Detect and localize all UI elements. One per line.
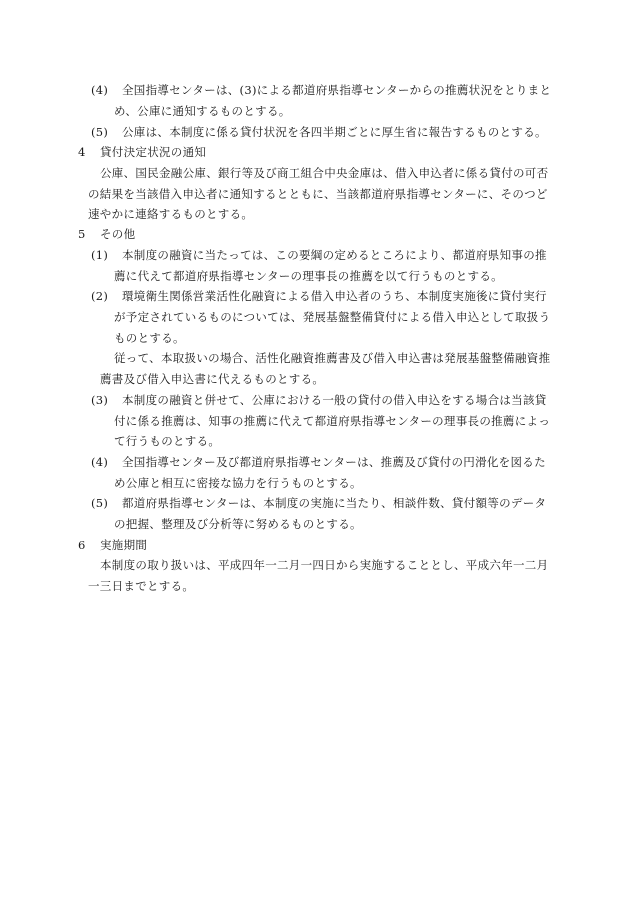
paragraph-line: 都道府県指導センターは、本制度の実施に当たり、相談件数、貸付額等のデータ: [122, 496, 547, 510]
item-number: (4): [91, 455, 109, 469]
paragraph-line: め公庫と相互に密接な協力を行うものとする。: [114, 476, 362, 490]
paragraph-line: の把握、整理及び分析等に努めるものとする。: [114, 517, 362, 531]
section-number: 4: [78, 145, 86, 159]
item-number: (5): [91, 125, 109, 139]
paragraph-line: ものとする。: [114, 331, 185, 345]
section-number: 6: [78, 538, 86, 552]
paragraph-line: の結果を当該借入申込者に通知するとともに、当該都道府県指導センターに、そのつど: [88, 187, 548, 201]
paragraph-line: 本制度の融資に当たっては、この要綱の定めるところにより、都道府県知事の推: [122, 248, 547, 262]
section-title: 実施期間: [100, 538, 148, 552]
paragraph-line: 速やかに連絡するものとする。: [88, 207, 254, 221]
paragraph-line: 一三日までとする。: [88, 579, 195, 593]
paragraph-line: が予定されているものについては、発展基盤整備貸付による借入申込として取扱う: [114, 310, 551, 324]
item-number: (5): [91, 496, 109, 510]
section-title: その他: [100, 227, 136, 241]
paragraph-line: 全国指導センター及び都道府県指導センターは、推薦及び貸付の円滑化を図るた: [122, 455, 546, 469]
paragraph-line: 公庫は、本制度に係る貸付状況を各四半期ごとに厚生省に報告するものとする。: [122, 125, 547, 139]
section-number: 5: [78, 227, 86, 241]
section-title: 貸付決定状況の通知: [100, 145, 207, 159]
item-number: (3): [91, 393, 109, 407]
paragraph-line: め、公庫に通知するものとする。: [114, 104, 291, 118]
paragraph-line: 全国指導センターは、(3)による都道府県指導センターからの推薦状況をとりまと: [122, 83, 552, 97]
item-number: (2): [91, 289, 109, 303]
paragraph-line: 薦に代えて都道府県指導センターの理事長の推薦を以て行うものとする。: [114, 269, 503, 283]
paragraph-line: 従って、本取扱いの場合、活性化融資推薦書及び借入申込書は発展基盤整備融資推: [114, 351, 551, 365]
paragraph-line: 公庫、国民金融公庫、銀行等及び商工組合中央金庫は、借入申込者に係る貸付の可否: [100, 166, 549, 180]
item-number: (4): [91, 83, 109, 97]
paragraph-line: 薦書及び借入申込書に代えるものとする。: [100, 372, 325, 386]
paragraph-line: 環境衛生関係営業活性化融資による借入申込者のうち、本制度実施後に貸付実行: [122, 289, 547, 303]
paragraph-line: 本制度の取り扱いは、平成四年一二月一四日から実施することとし、平成六年一二月: [100, 558, 549, 572]
paragraph-line: て行うものとする。: [114, 434, 221, 448]
paragraph-line: 本制度の融資と併せて、公庫における一般の貸付の借入申込をする場合は当該貸: [122, 393, 547, 407]
item-number: (1): [91, 248, 109, 262]
paragraph-line: 付に係る推薦は、知事の推薦に代えて都道府県指導センターの理事長の推薦によっ: [114, 414, 551, 428]
